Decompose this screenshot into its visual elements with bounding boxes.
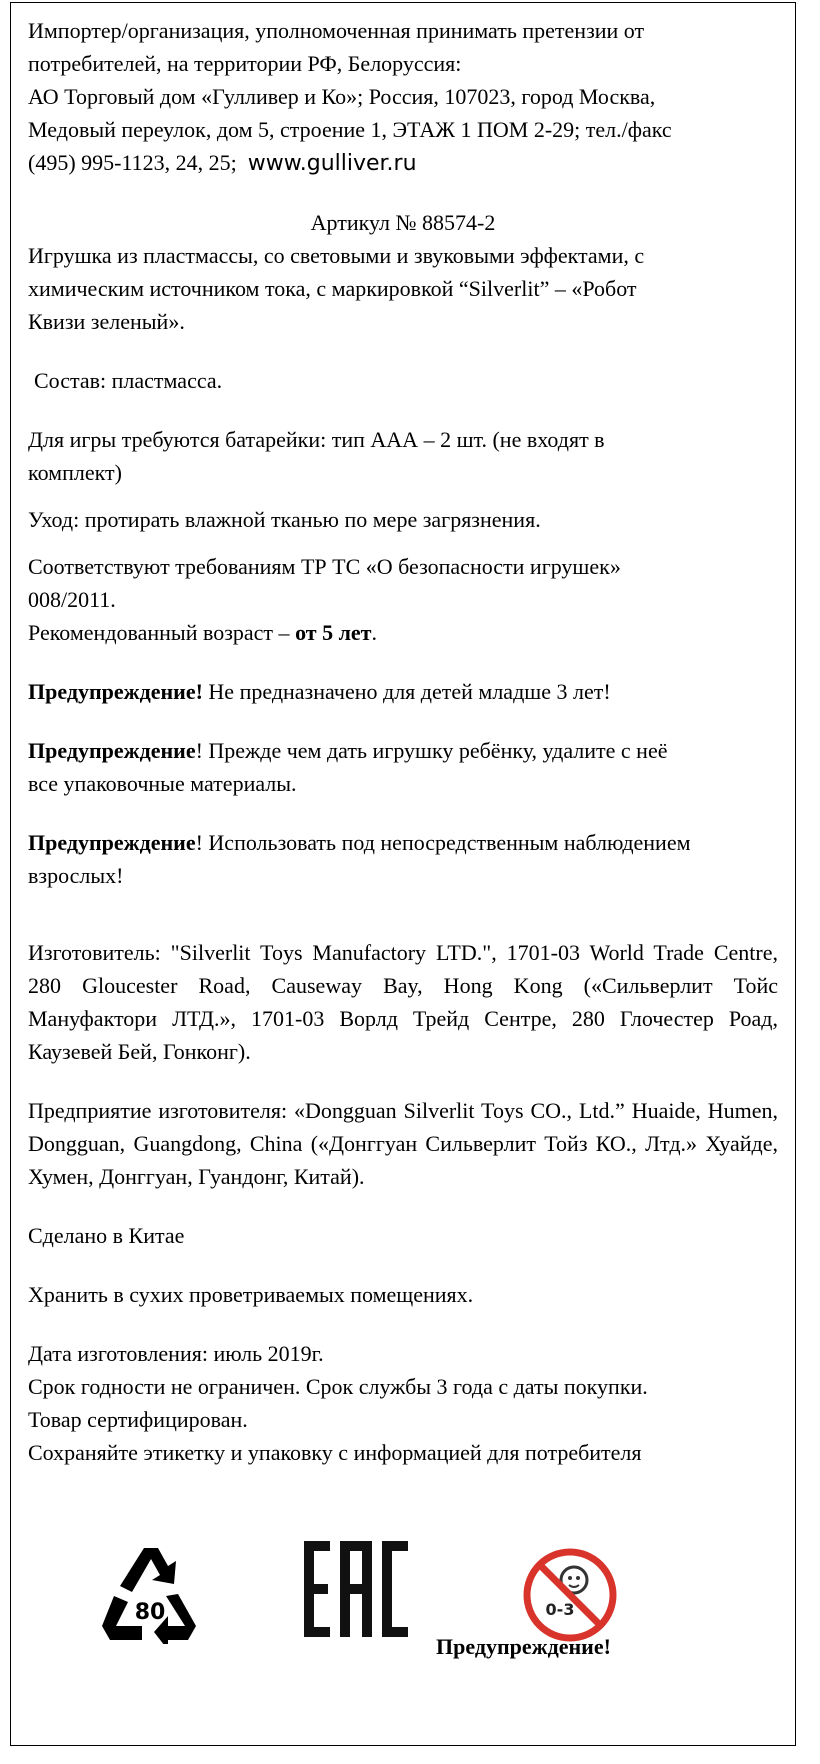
batteries-line-2: комплект) [28,460,122,485]
importer-line-5 [28,146,778,180]
product-label-text [28,14,778,1469]
recommended-age [28,616,778,649]
compliance-line-2: 008/2011. [28,587,116,612]
warning-1-text: Не предназначено для детей младше 3 лет! [202,679,611,704]
recycling-code: 80 [134,1600,166,1625]
certification-note: Товар сертифицирован. [28,1407,248,1432]
description-line-3: Квизи зеленый». [28,309,185,334]
batteries-line-1: Для игры требуются батарейки: тип ААА – 2 шт. (не входят в [28,427,605,452]
recommended-age-label: Рекомендованный возраст – [28,620,296,645]
care-instructions: Уход: протирать влажной тканью по мере загрязнения. [28,507,541,532]
spacer [28,1193,778,1219]
importer-line-1: Импортер/организация, уполномоченная принимать претензии от [28,18,645,43]
spacer [28,1311,778,1337]
eac-conformity-mark-icon [298,1535,414,1643]
keep-label-note: Сохраняйте этикетку и упаковку с информацией для потребителя [28,1440,642,1465]
recycling-triangle-icon [92,1540,210,1644]
spacer [28,892,778,936]
warning-3-heading: Предупреждение [28,830,196,855]
compliance-icons [10,1530,796,1650]
importer-line-4: Медовый переулок, дом 5, строение 1, ЭТАЖ 1 ПОМ 2-29; тел./факс [28,117,672,142]
importer-line-2: потребителей, на территории РФ, Белоруссия: [28,51,462,76]
warning-2-heading: Предупреждение [28,738,196,763]
composition: Состав: пластмасса. [34,368,223,393]
not-for-ages-0-3-icon [516,1546,624,1644]
warning-2-line-2: все упаковочные материалы. [28,771,297,796]
warning-3 [28,826,778,859]
storage-instructions: Хранить в сухих проветриваемых помещениях. [28,1282,474,1307]
warning-2 [28,734,778,767]
recommended-age-value: от 5 лет [295,620,372,645]
importer-phone: (495) 995-1123, 24, 25; [28,150,237,175]
spacer [28,1068,778,1094]
recommended-age-suffix: . [371,620,377,645]
spacer [28,536,778,550]
spacer [28,338,778,364]
icon-warning-label: Предупреждение! [436,1634,611,1659]
importer-website-link[interactable]: www.gulliver.ru [247,151,417,176]
warning-1-heading: Предупреждение! [28,679,203,704]
spacer [28,489,778,503]
spacer [28,397,778,423]
importer-line-3: АО Торговый дом «Гулливер и Ко»; Россия, 107023, город Москва, [28,84,656,109]
spacer [28,180,778,206]
country-of-origin: Сделано в Китае [28,1223,185,1248]
description-line-1: Игрушка из пластмассы, со световыми и звуковыми эффектами, с [28,243,645,268]
spacer [28,800,778,826]
manufacturer: Изготовитель: "Silverlit Toys Manufactory LTD.", 1701-03 World Trade Centre, 280 Gloucester Road, Causeway Bay, Hong Kong («Сильверлит Тойс Мануфактори ЛТД.», 1701-03 Ворлд Трейд Сентре, 280 Глочестер Роад, Каузевей Бей, Гонконг). [28,940,778,1064]
description-line-2: химическим источником тока, с маркировкой “Silverlit” – «Робот [28,276,637,301]
spacer [28,649,778,675]
shelf-life: Срок годности не ограничен. Срок службы 3 года с даты покупки. [28,1374,648,1399]
compliance-line-1: Соответствуют требованиям ТР ТС «О безопасности игрушек» [28,554,621,579]
manufacture-date: Дата изготовления: июль 2019г. [28,1341,324,1366]
manufacturing-plant: Предприятие изготовителя: «Dongguan Silverlit Toys CO., Ltd.” Huaide, Humen, Dongguan, Guangdong, China («Донггуан Сильверлит Тойз КО., Лтд.» Хуайде, Хумен, Донггуан, Гуандонг, Китай). [28,1098,778,1189]
warning-3-line-2: взрослых! [28,863,124,888]
spacer [28,708,778,734]
age-range-text: 0-3 [545,1600,575,1619]
warning-3-text: ! Использовать под непосредственным наблюдением [195,830,691,855]
spacer [28,1252,778,1278]
warning-2-text: ! Прежде чем дать игрушку ребёнку, удалите с неё [195,738,668,763]
warning-1 [28,675,778,708]
article-number: Артикул № 88574-2 [310,210,496,235]
